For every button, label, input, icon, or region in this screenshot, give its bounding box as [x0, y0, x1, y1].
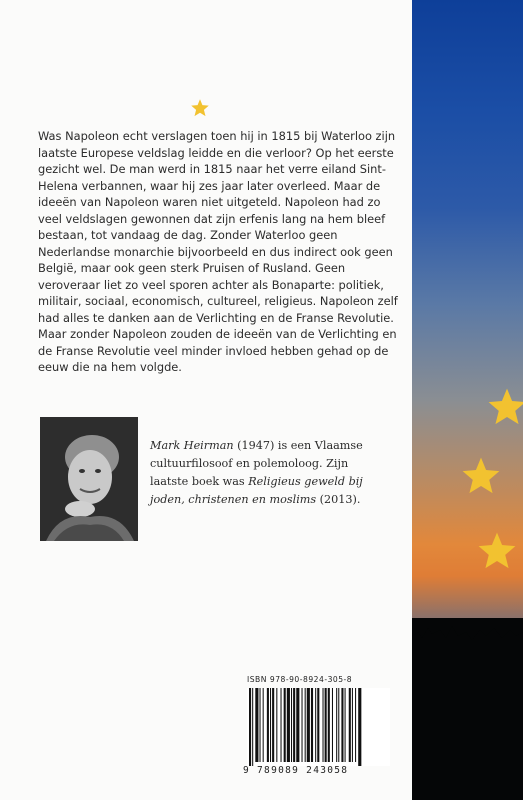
star-icon — [486, 386, 523, 428]
author-photo — [40, 417, 138, 541]
star-icon — [460, 455, 502, 497]
star-icon — [476, 530, 518, 572]
skyline-silhouette — [412, 618, 523, 800]
barcode — [247, 688, 390, 766]
barcode-digits: 9 789089 243058 — [243, 765, 349, 776]
isbn-label: ISBN 978-90-8924-305-8 — [247, 675, 353, 684]
author-bio-text: (1947) is een Vlaamse cultuurfilosoof en polemoloog. Zijn laatste boek was — [150, 439, 363, 488]
book-title: Religieus geweld bij joden, christenen en moslims — [150, 475, 363, 506]
author-bio-year: (2013). — [316, 493, 361, 506]
author-name: Mark Heirman — [150, 439, 234, 452]
star-icon — [190, 98, 210, 118]
author-bio — [150, 437, 386, 509]
blurb-text: Was Napoleon echt verslagen toen hij in 1815 bij Waterloo zijn laatste Europese veldslag leidde en die verloor? Op het eerste gezicht wel. De man werd in 1815 naar het verre eiland Sint-Helena verbannen, waar hij zes jaar later overleed. Maar de ideeën van Napoleon waren niet uitgeteld. Napoleon had zo veel veldslagen gewonnen dat zijn erfenis lang na hem bleef bestaan, tot vandaag de dag. Zonder Waterloo geen Nederlandse monarchie bijvoorbeeld en dus indirect ook geen België, maar ook geen sterk Pruisen of Rusland. Geen veroveraar liet zo veel sporen achter als Bonaparte: politiek, militair, sociaal, economisch, cultureel, religieus. Napoleon zelf had alles te danken aan de Verlichting en de Franse Revolutie. Maar zonder Napoleon zouden de ideeën van de Verlichting en de Franse Revolutie veel minder invloed hebben gehad op de eeuw die na hem volgde. — [38, 129, 398, 374]
